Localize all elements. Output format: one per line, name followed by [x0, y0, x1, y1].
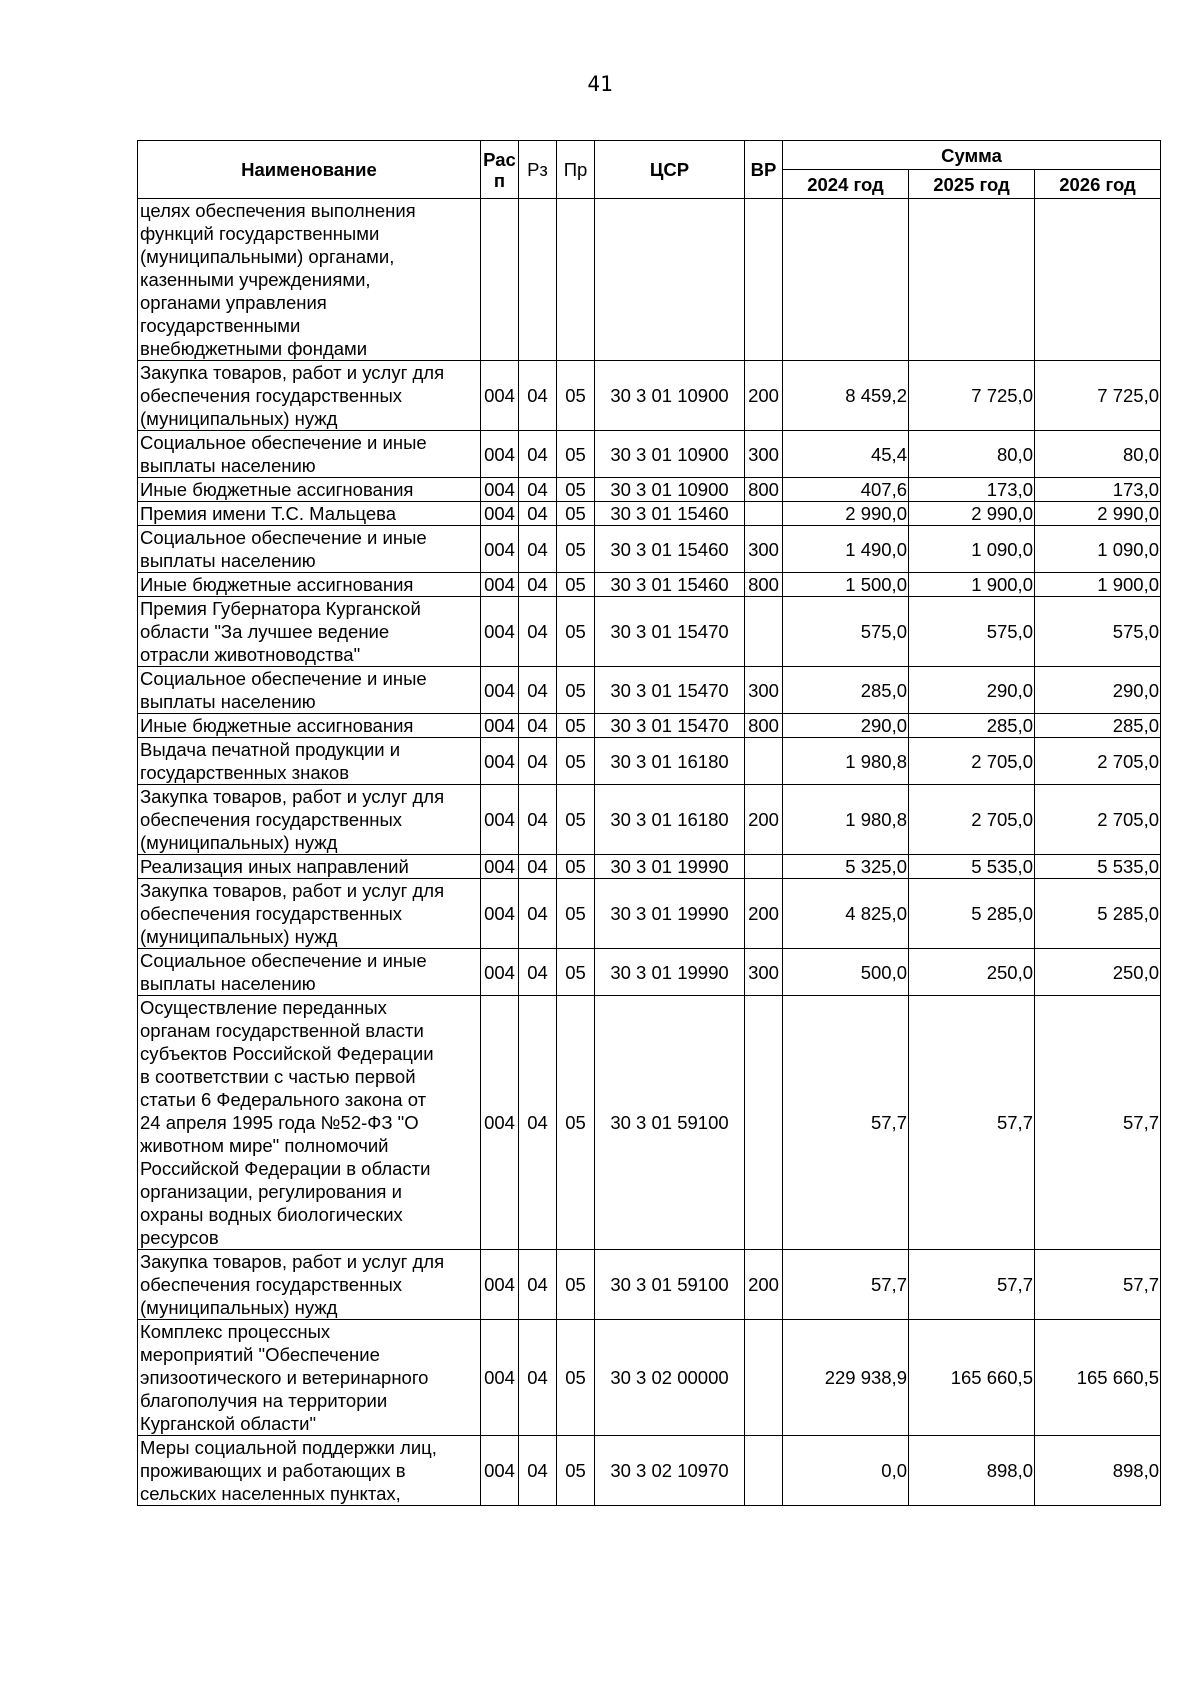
table-row	[138, 431, 1161, 478]
row-vr	[745, 502, 783, 526]
row-sum-2025: 1 090,0	[909, 526, 1035, 573]
row-name-line: обеспечения государственных	[140, 385, 403, 406]
row-name-line: Социальное обеспечение и иные	[140, 950, 427, 971]
row-pr: 05	[557, 573, 595, 597]
row-vr	[745, 996, 783, 1250]
row-csr: 30 3 01 16180	[595, 738, 745, 785]
row-sum-2025: 165 660,5	[909, 1320, 1035, 1436]
row-name-line: (муниципальных) нужд	[140, 832, 338, 853]
row-pr: 05	[557, 502, 595, 526]
row-sum-2024: 45,4	[783, 431, 909, 478]
row-rasp: 004	[481, 478, 519, 502]
row-name-line: Премия имени Т.С. Мальцева	[140, 503, 397, 524]
row-name-line: Курганской области"	[140, 1413, 317, 1434]
row-sum-2026: 575,0	[1035, 597, 1161, 667]
row-csr: 30 3 01 19990	[595, 949, 745, 996]
row-pr: 05	[557, 1250, 595, 1320]
row-sum-2025: 173,0	[909, 478, 1035, 502]
row-name-line: Премия Губернатора Курганской	[140, 598, 421, 619]
row-sum-2025: 1 900,0	[909, 573, 1035, 597]
row-pr: 05	[557, 879, 595, 949]
row-name-line: Социальное обеспечение и иные	[140, 668, 427, 689]
row-sum-2025: 5 535,0	[909, 855, 1035, 879]
row-rz: 04	[519, 667, 557, 714]
table-row	[138, 949, 1161, 996]
row-name-line: охраны водных биологических	[140, 1204, 403, 1225]
row-csr: 30 3 01 16180	[595, 785, 745, 855]
row-sum-2024: 1 980,8	[783, 738, 909, 785]
row-vr	[745, 597, 783, 667]
row-sum-2025: 575,0	[909, 597, 1035, 667]
row-name	[138, 1250, 481, 1320]
row-rasp: 004	[481, 855, 519, 879]
row-name-line: Российской Федерации в области	[140, 1158, 431, 1179]
row-name	[138, 714, 481, 738]
row-sum-2025: 5 285,0	[909, 879, 1035, 949]
row-vr: 200	[745, 1250, 783, 1320]
row-name-line: ресурсов	[140, 1227, 219, 1248]
row-vr	[745, 855, 783, 879]
row-sum-2026: 2 990,0	[1035, 502, 1161, 526]
row-name	[138, 879, 481, 949]
row-name-line: в соответствии с частью первой	[140, 1066, 416, 1087]
row-csr: 30 3 01 15470	[595, 667, 745, 714]
table-header	[138, 141, 1161, 199]
row-name	[138, 667, 481, 714]
row-pr: 05	[557, 431, 595, 478]
row-sum-2026	[1035, 199, 1161, 361]
row-vr: 300	[745, 526, 783, 573]
row-pr: 05	[557, 785, 595, 855]
row-sum-2024: 4 825,0	[783, 879, 909, 949]
row-csr: 30 3 01 15460	[595, 502, 745, 526]
row-name-line: Закупка товаров, работ и услуг для	[140, 1251, 445, 1272]
row-name	[138, 738, 481, 785]
row-rz: 04	[519, 573, 557, 597]
row-rasp: 004	[481, 879, 519, 949]
row-sum-2025: 290,0	[909, 667, 1035, 714]
row-name-line: (муниципальными) органами,	[140, 246, 395, 267]
row-name	[138, 1436, 481, 1506]
table-row	[138, 738, 1161, 785]
table-row	[138, 879, 1161, 949]
row-sum-2025: 898,0	[909, 1436, 1035, 1506]
table-row	[138, 714, 1161, 738]
row-name-line: Меры социальной поддержки лиц,	[140, 1437, 437, 1458]
row-pr: 05	[557, 714, 595, 738]
row-pr: 05	[557, 949, 595, 996]
row-sum-2026: 173,0	[1035, 478, 1161, 502]
row-name-line: Закупка товаров, работ и услуг для	[140, 362, 445, 383]
row-pr: 05	[557, 526, 595, 573]
row-sum-2026: 1 900,0	[1035, 573, 1161, 597]
row-sum-2026: 285,0	[1035, 714, 1161, 738]
row-name-line: выплаты населению	[140, 691, 316, 712]
row-rz: 04	[519, 502, 557, 526]
header-csr: ЦСР	[595, 141, 745, 199]
row-pr: 05	[557, 361, 595, 431]
row-name-line: Осуществление переданных	[140, 997, 387, 1018]
table-row	[138, 785, 1161, 855]
row-sum-2026: 5 285,0	[1035, 879, 1161, 949]
row-sum-2026: 290,0	[1035, 667, 1161, 714]
row-rz: 04	[519, 1320, 557, 1436]
row-name-line: выплаты населению	[140, 550, 316, 571]
row-name-line: эпизоотического и ветеринарного	[140, 1367, 429, 1388]
row-sum-2026: 80,0	[1035, 431, 1161, 478]
row-pr: 05	[557, 667, 595, 714]
header-year-2024: 2024 год	[783, 170, 909, 199]
row-sum-2024: 1 980,8	[783, 785, 909, 855]
table-row	[138, 361, 1161, 431]
row-sum-2025: 2 705,0	[909, 785, 1035, 855]
row-csr: 30 3 01 15460	[595, 526, 745, 573]
row-rz: 04	[519, 855, 557, 879]
row-rz: 04	[519, 431, 557, 478]
row-name-line: обеспечения государственных	[140, 1274, 403, 1295]
row-rasp: 004	[481, 1320, 519, 1436]
row-name-line: Иные бюджетные ассигнования	[140, 479, 414, 500]
row-name-line: государственных знаков	[140, 762, 350, 783]
row-vr	[745, 199, 783, 361]
row-name-line: Выдача печатной продукции и	[140, 739, 401, 760]
row-name-line: животном мире" полномочий	[140, 1135, 389, 1156]
row-sum-2025: 2 705,0	[909, 738, 1035, 785]
row-name	[138, 502, 481, 526]
row-name	[138, 199, 481, 361]
row-name-line: функций государственными	[140, 223, 380, 244]
table-row	[138, 502, 1161, 526]
row-rasp: 004	[481, 526, 519, 573]
row-name	[138, 785, 481, 855]
row-rasp: 004	[481, 785, 519, 855]
row-sum-2025: 80,0	[909, 431, 1035, 478]
budget-table	[137, 140, 1161, 1506]
row-rz: 04	[519, 361, 557, 431]
row-sum-2024: 0,0	[783, 1436, 909, 1506]
row-csr: 30 3 01 10900	[595, 478, 745, 502]
row-csr: 30 3 01 15460	[595, 573, 745, 597]
row-pr: 05	[557, 478, 595, 502]
row-sum-2025: 2 990,0	[909, 502, 1035, 526]
row-sum-2026: 165 660,5	[1035, 1320, 1161, 1436]
row-csr: 30 3 01 10900	[595, 431, 745, 478]
row-name-line: субъектов Российской Федерации	[140, 1043, 434, 1064]
row-sum-2026: 2 705,0	[1035, 738, 1161, 785]
row-csr: 30 3 02 10970	[595, 1436, 745, 1506]
table-row	[138, 478, 1161, 502]
row-rz: 04	[519, 526, 557, 573]
row-vr: 200	[745, 785, 783, 855]
row-name-line: выплаты населению	[140, 973, 316, 994]
row-rasp: 004	[481, 714, 519, 738]
row-name	[138, 996, 481, 1250]
row-sum-2026: 7 725,0	[1035, 361, 1161, 431]
row-name-line: статьи 6 Федерального закона от	[140, 1089, 427, 1110]
row-rz: 04	[519, 1436, 557, 1506]
row-sum-2026: 250,0	[1035, 949, 1161, 996]
table-body	[138, 199, 1161, 1506]
table-row	[138, 1250, 1161, 1320]
row-rasp: 004	[481, 597, 519, 667]
header-vr: ВР	[745, 141, 783, 199]
row-csr: 30 3 01 59100	[595, 996, 745, 1250]
row-rz: 04	[519, 949, 557, 996]
row-name-line: Иные бюджетные ассигнования	[140, 574, 414, 595]
row-vr	[745, 1320, 783, 1436]
row-sum-2026: 57,7	[1035, 996, 1161, 1250]
row-sum-2025	[909, 199, 1035, 361]
row-name	[138, 949, 481, 996]
row-rz: 04	[519, 714, 557, 738]
header-rz: Рз	[519, 141, 557, 199]
row-name-line: Социальное обеспечение и иные	[140, 432, 427, 453]
row-sum-2025: 57,7	[909, 1250, 1035, 1320]
row-rasp: 004	[481, 502, 519, 526]
row-csr: 30 3 01 59100	[595, 1250, 745, 1320]
row-rasp: 004	[481, 1250, 519, 1320]
row-sum-2024: 2 990,0	[783, 502, 909, 526]
row-rasp: 004	[481, 949, 519, 996]
row-rz: 04	[519, 478, 557, 502]
row-pr	[557, 199, 595, 361]
row-name-line: целях обеспечения выполнения	[140, 200, 416, 221]
row-csr	[595, 199, 745, 361]
row-pr: 05	[557, 1320, 595, 1436]
row-name-line: государственными	[140, 315, 301, 336]
row-vr: 800	[745, 478, 783, 502]
row-name-line: проживающих и работающих в	[140, 1460, 406, 1481]
header-pr: Пр	[557, 141, 595, 199]
row-rz: 04	[519, 597, 557, 667]
row-vr	[745, 738, 783, 785]
row-name	[138, 526, 481, 573]
row-csr: 30 3 01 10900	[595, 361, 745, 431]
row-sum-2025: 285,0	[909, 714, 1035, 738]
row-name-line: Иные бюджетные ассигнования	[140, 715, 414, 736]
row-sum-2025: 250,0	[909, 949, 1035, 996]
row-name-line: 24 апреля 1995 года №52-ФЗ "О	[140, 1112, 419, 1133]
row-vr: 300	[745, 667, 783, 714]
row-sum-2024: 285,0	[783, 667, 909, 714]
row-rasp: 004	[481, 1436, 519, 1506]
row-sum-2024: 575,0	[783, 597, 909, 667]
row-vr: 300	[745, 949, 783, 996]
row-name-line: обеспечения государственных	[140, 809, 403, 830]
row-rasp: 004	[481, 667, 519, 714]
row-sum-2024: 5 325,0	[783, 855, 909, 879]
row-name-line: выплаты населению	[140, 455, 316, 476]
row-rz: 04	[519, 785, 557, 855]
row-name	[138, 573, 481, 597]
row-sum-2024: 229 938,9	[783, 1320, 909, 1436]
row-name-line: Реализация иных направлений	[140, 856, 409, 877]
row-rasp: 004	[481, 573, 519, 597]
row-name-line: Закупка товаров, работ и услуг для	[140, 786, 445, 807]
row-sum-2025: 7 725,0	[909, 361, 1035, 431]
row-vr	[745, 1436, 783, 1506]
row-name-line: мероприятий "Обеспечение	[140, 1344, 380, 1365]
table-row	[138, 1320, 1161, 1436]
row-vr: 300	[745, 431, 783, 478]
row-pr: 05	[557, 1436, 595, 1506]
page-number: 41	[587, 72, 613, 96]
row-vr: 200	[745, 879, 783, 949]
header-year-2026: 2026 год	[1035, 170, 1161, 199]
row-name-line: обеспечения государственных	[140, 903, 403, 924]
row-vr: 200	[745, 361, 783, 431]
row-sum-2026: 2 705,0	[1035, 785, 1161, 855]
row-rz	[519, 199, 557, 361]
row-name	[138, 431, 481, 478]
row-name-line: области "За лучшее ведение	[140, 621, 390, 642]
table-row	[138, 199, 1161, 361]
row-name-line: органам государственной власти	[140, 1020, 424, 1041]
header-name: Наименование	[138, 141, 481, 199]
row-name	[138, 855, 481, 879]
row-sum-2025: 57,7	[909, 996, 1035, 1250]
row-sum-2024: 8 459,2	[783, 361, 909, 431]
row-sum-2024: 57,7	[783, 996, 909, 1250]
row-sum-2026: 898,0	[1035, 1436, 1161, 1506]
row-sum-2026: 5 535,0	[1035, 855, 1161, 879]
row-name-line: организации, регулирования и	[140, 1181, 402, 1202]
row-rz: 04	[519, 879, 557, 949]
row-sum-2026: 1 090,0	[1035, 526, 1161, 573]
row-csr: 30 3 01 15470	[595, 597, 745, 667]
header-year-2025: 2025 год	[909, 170, 1035, 199]
row-sum-2024: 57,7	[783, 1250, 909, 1320]
row-csr: 30 3 01 15470	[595, 714, 745, 738]
row-pr: 05	[557, 597, 595, 667]
header-sum: Сумма	[783, 141, 1161, 170]
row-name-line: отрасли животноводства"	[140, 644, 361, 665]
row-csr: 30 3 01 19990	[595, 855, 745, 879]
row-rz: 04	[519, 1250, 557, 1320]
row-pr: 05	[557, 996, 595, 1250]
row-vr: 800	[745, 573, 783, 597]
table-row	[138, 597, 1161, 667]
row-rz: 04	[519, 996, 557, 1250]
row-name	[138, 361, 481, 431]
row-pr: 05	[557, 855, 595, 879]
row-sum-2024: 407,6	[783, 478, 909, 502]
row-name-line: Социальное обеспечение и иные	[140, 527, 427, 548]
table-row	[138, 996, 1161, 1250]
table-row	[138, 1436, 1161, 1506]
row-sum-2024: 1 500,0	[783, 573, 909, 597]
row-name-line: (муниципальных) нужд	[140, 926, 338, 947]
row-name-line: казенными учреждениями,	[140, 269, 371, 290]
row-rasp: 004	[481, 431, 519, 478]
row-csr: 30 3 01 19990	[595, 879, 745, 949]
row-name-line: органами управления	[140, 292, 327, 313]
row-rasp: 004	[481, 996, 519, 1250]
row-sum-2024: 290,0	[783, 714, 909, 738]
row-name	[138, 478, 481, 502]
row-vr: 800	[745, 714, 783, 738]
row-rasp: 004	[481, 738, 519, 785]
row-rasp: 004	[481, 361, 519, 431]
row-sum-2024	[783, 199, 909, 361]
table-row	[138, 855, 1161, 879]
row-sum-2024: 500,0	[783, 949, 909, 996]
row-name-line: Комплекс процессных	[140, 1321, 331, 1342]
row-name-line: (муниципальных) нужд	[140, 1297, 338, 1318]
table-row	[138, 667, 1161, 714]
row-sum-2024: 1 490,0	[783, 526, 909, 573]
table-row	[138, 573, 1161, 597]
header-rasp: Рас п	[481, 141, 519, 199]
row-sum-2026: 57,7	[1035, 1250, 1161, 1320]
row-name-line: сельских населенных пунктах,	[140, 1483, 401, 1504]
table-row	[138, 526, 1161, 573]
row-pr: 05	[557, 738, 595, 785]
row-name	[138, 597, 481, 667]
row-name-line: внебюджетными фондами	[140, 338, 368, 359]
row-name-line: (муниципальных) нужд	[140, 408, 338, 429]
row-name-line: благополучия на территории	[140, 1390, 388, 1411]
row-name-line: Закупка товаров, работ и услуг для	[140, 880, 445, 901]
row-rasp	[481, 199, 519, 361]
row-rz: 04	[519, 738, 557, 785]
row-csr: 30 3 02 00000	[595, 1320, 745, 1436]
row-name	[138, 1320, 481, 1436]
